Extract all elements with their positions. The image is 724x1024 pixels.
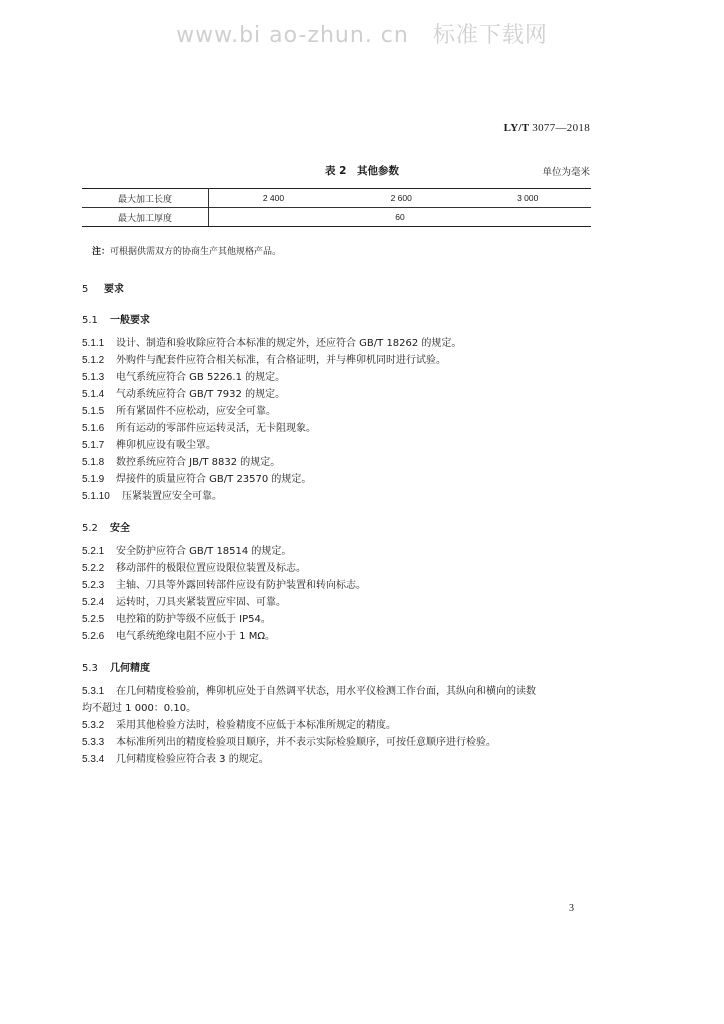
clause-text: 几何精度检验应符合表 3 的规定。	[116, 754, 269, 765]
clause	[82, 611, 594, 628]
clause-number: 5.3.3	[82, 737, 105, 748]
clause-text: 电气系统应符合 GB 5226.1 的规定。	[116, 372, 286, 383]
table-unit: 单位为毫米	[542, 167, 590, 178]
clause	[82, 543, 594, 560]
clause	[82, 560, 594, 577]
clause-continuation	[82, 700, 594, 717]
clause	[82, 683, 594, 700]
clause-number: 5.1.1	[82, 338, 105, 349]
subsection-title: 一般要求	[110, 315, 150, 326]
clause	[82, 751, 594, 768]
clause	[82, 717, 594, 734]
clause	[82, 734, 594, 751]
subsection-title: 安全	[110, 523, 130, 534]
clause-text: 所有紧固件不应松动，应安全可靠。	[116, 406, 276, 417]
clause-text: 所有运动的零部件应运转灵活，无卡阻现象。	[116, 423, 316, 434]
clause-text: 均不超过 1 000：0.10。	[82, 703, 197, 714]
clause	[82, 628, 594, 645]
subsection-heading	[82, 519, 130, 534]
clause-text: 电控箱的防护等级不应低于 IP54。	[116, 614, 271, 625]
clause-number: 5.3.2	[82, 720, 105, 731]
clause-text: 数控系统应符合 JB/T 8832 的规定。	[116, 457, 281, 468]
clause	[82, 352, 594, 369]
clause-text: 采用其他检验方法时，检验精度不应低于本标准所规定的精度。	[116, 720, 396, 731]
standard-number: 3077—2018	[532, 122, 590, 134]
table-row	[82, 189, 591, 208]
clause	[82, 454, 594, 471]
subsection-heading	[82, 659, 150, 674]
clause	[82, 471, 594, 488]
subsection-title: 几何精度	[110, 663, 150, 674]
table-cell: 2 600	[338, 189, 465, 208]
clause-text: 本标准所列出的精度检验项目顺序，并不表示实际检验顺序，可按任意顺序进行检验。	[116, 737, 496, 748]
section-number: 5	[82, 284, 89, 295]
table-caption: 表 2 其他参数	[325, 165, 399, 177]
clause	[82, 335, 594, 352]
clause-number: 5.1.8	[82, 457, 105, 468]
row-label: 最大加工长度	[82, 189, 209, 208]
table-cell: 2 400	[209, 189, 338, 208]
clause-number: 5.3.1	[82, 686, 105, 697]
clause-text: 设计、制造和验收除应符合本标准的规定外，还应符合 GB/T 18262 的规定。	[116, 338, 462, 349]
subsection-heading	[82, 311, 150, 326]
note-label: 注：	[92, 247, 111, 257]
table-cell: 3 000	[464, 189, 591, 208]
clause-text: 气动系统应符合 GB/T 7932 的规定。	[116, 389, 286, 400]
clause-number: 5.1.4	[82, 389, 105, 400]
clause-number: 5.2.6	[82, 631, 105, 642]
clause	[82, 403, 594, 420]
clause-number: 5.1.2	[82, 355, 105, 366]
watermark-url: www.bi ao-zhun. cn	[176, 23, 409, 48]
parameters-table	[82, 188, 591, 227]
clause-number: 5.3.4	[82, 754, 105, 765]
table-cell: 60	[209, 208, 592, 227]
clause-number: 5.2.1	[82, 546, 105, 557]
section-heading	[82, 280, 124, 295]
clause-number: 5.1.3	[82, 372, 105, 383]
clause-text: 压紧装置应安全可靠。	[122, 491, 222, 502]
clause-number: 5.2.5	[82, 614, 105, 625]
watermark-site: 标准下载网	[432, 23, 548, 48]
clause-number: 5.1.9	[82, 474, 105, 485]
clause-text: 外购件与配套件应符合相关标准，有合格证明，并与榫卯机同时进行试验。	[116, 355, 446, 366]
section-title: 要求	[104, 284, 124, 295]
clause	[82, 488, 594, 505]
clause	[82, 420, 594, 437]
clause	[82, 594, 594, 611]
clause-number: 5.1.7	[82, 440, 105, 451]
clause	[82, 577, 594, 594]
clause-number: 5.2.3	[82, 580, 105, 591]
clause	[82, 369, 594, 386]
clause-text: 安全防护应符合 GB/T 18514 的规定。	[116, 546, 292, 557]
clause-number: 5.1.5	[82, 406, 105, 417]
clause-text: 移动部件的极限位置应设限位装置及标志。	[116, 563, 306, 574]
clause-text: 运转时，刀具夹紧装置应牢固、可靠。	[116, 597, 286, 608]
clause-text: 焊接件的质量应符合 GB/T 23570 的规定。	[116, 474, 312, 485]
subsection-number: 5.2	[82, 523, 98, 534]
clause	[82, 437, 594, 454]
clause-number: 5.2.4	[82, 597, 105, 608]
page-number: 3	[569, 903, 574, 914]
table-note	[92, 244, 281, 257]
subsection-number: 5.1	[82, 315, 98, 326]
watermark	[0, 18, 724, 49]
clause-text: 主轴、刀具等外露回转部件应设有防护装置和转向标志。	[116, 580, 366, 591]
table-row	[82, 208, 591, 227]
standard-prefix: LY/T	[503, 122, 530, 134]
clause-number: 5.2.2	[82, 563, 105, 574]
subsection-number: 5.3	[82, 663, 98, 674]
clause	[82, 386, 594, 403]
clause-text: 榫卯机应设有吸尘罩。	[116, 440, 216, 451]
clause-text: 电气系统绝缘电阻不应小于 1 MΩ。	[116, 631, 275, 642]
standard-code	[504, 122, 590, 134]
clause-number: 5.1.10	[82, 491, 110, 502]
clause-text: 在几何精度检验前，榫卯机应处于自然调平状态，用水平仪检测工作台面，其纵向和横向的读数	[116, 686, 536, 697]
note-text: 可根据供需双方的协商生产其他规格产品。	[110, 247, 282, 257]
clause-number: 5.1.6	[82, 423, 105, 434]
row-label: 最大加工厚度	[82, 208, 209, 227]
